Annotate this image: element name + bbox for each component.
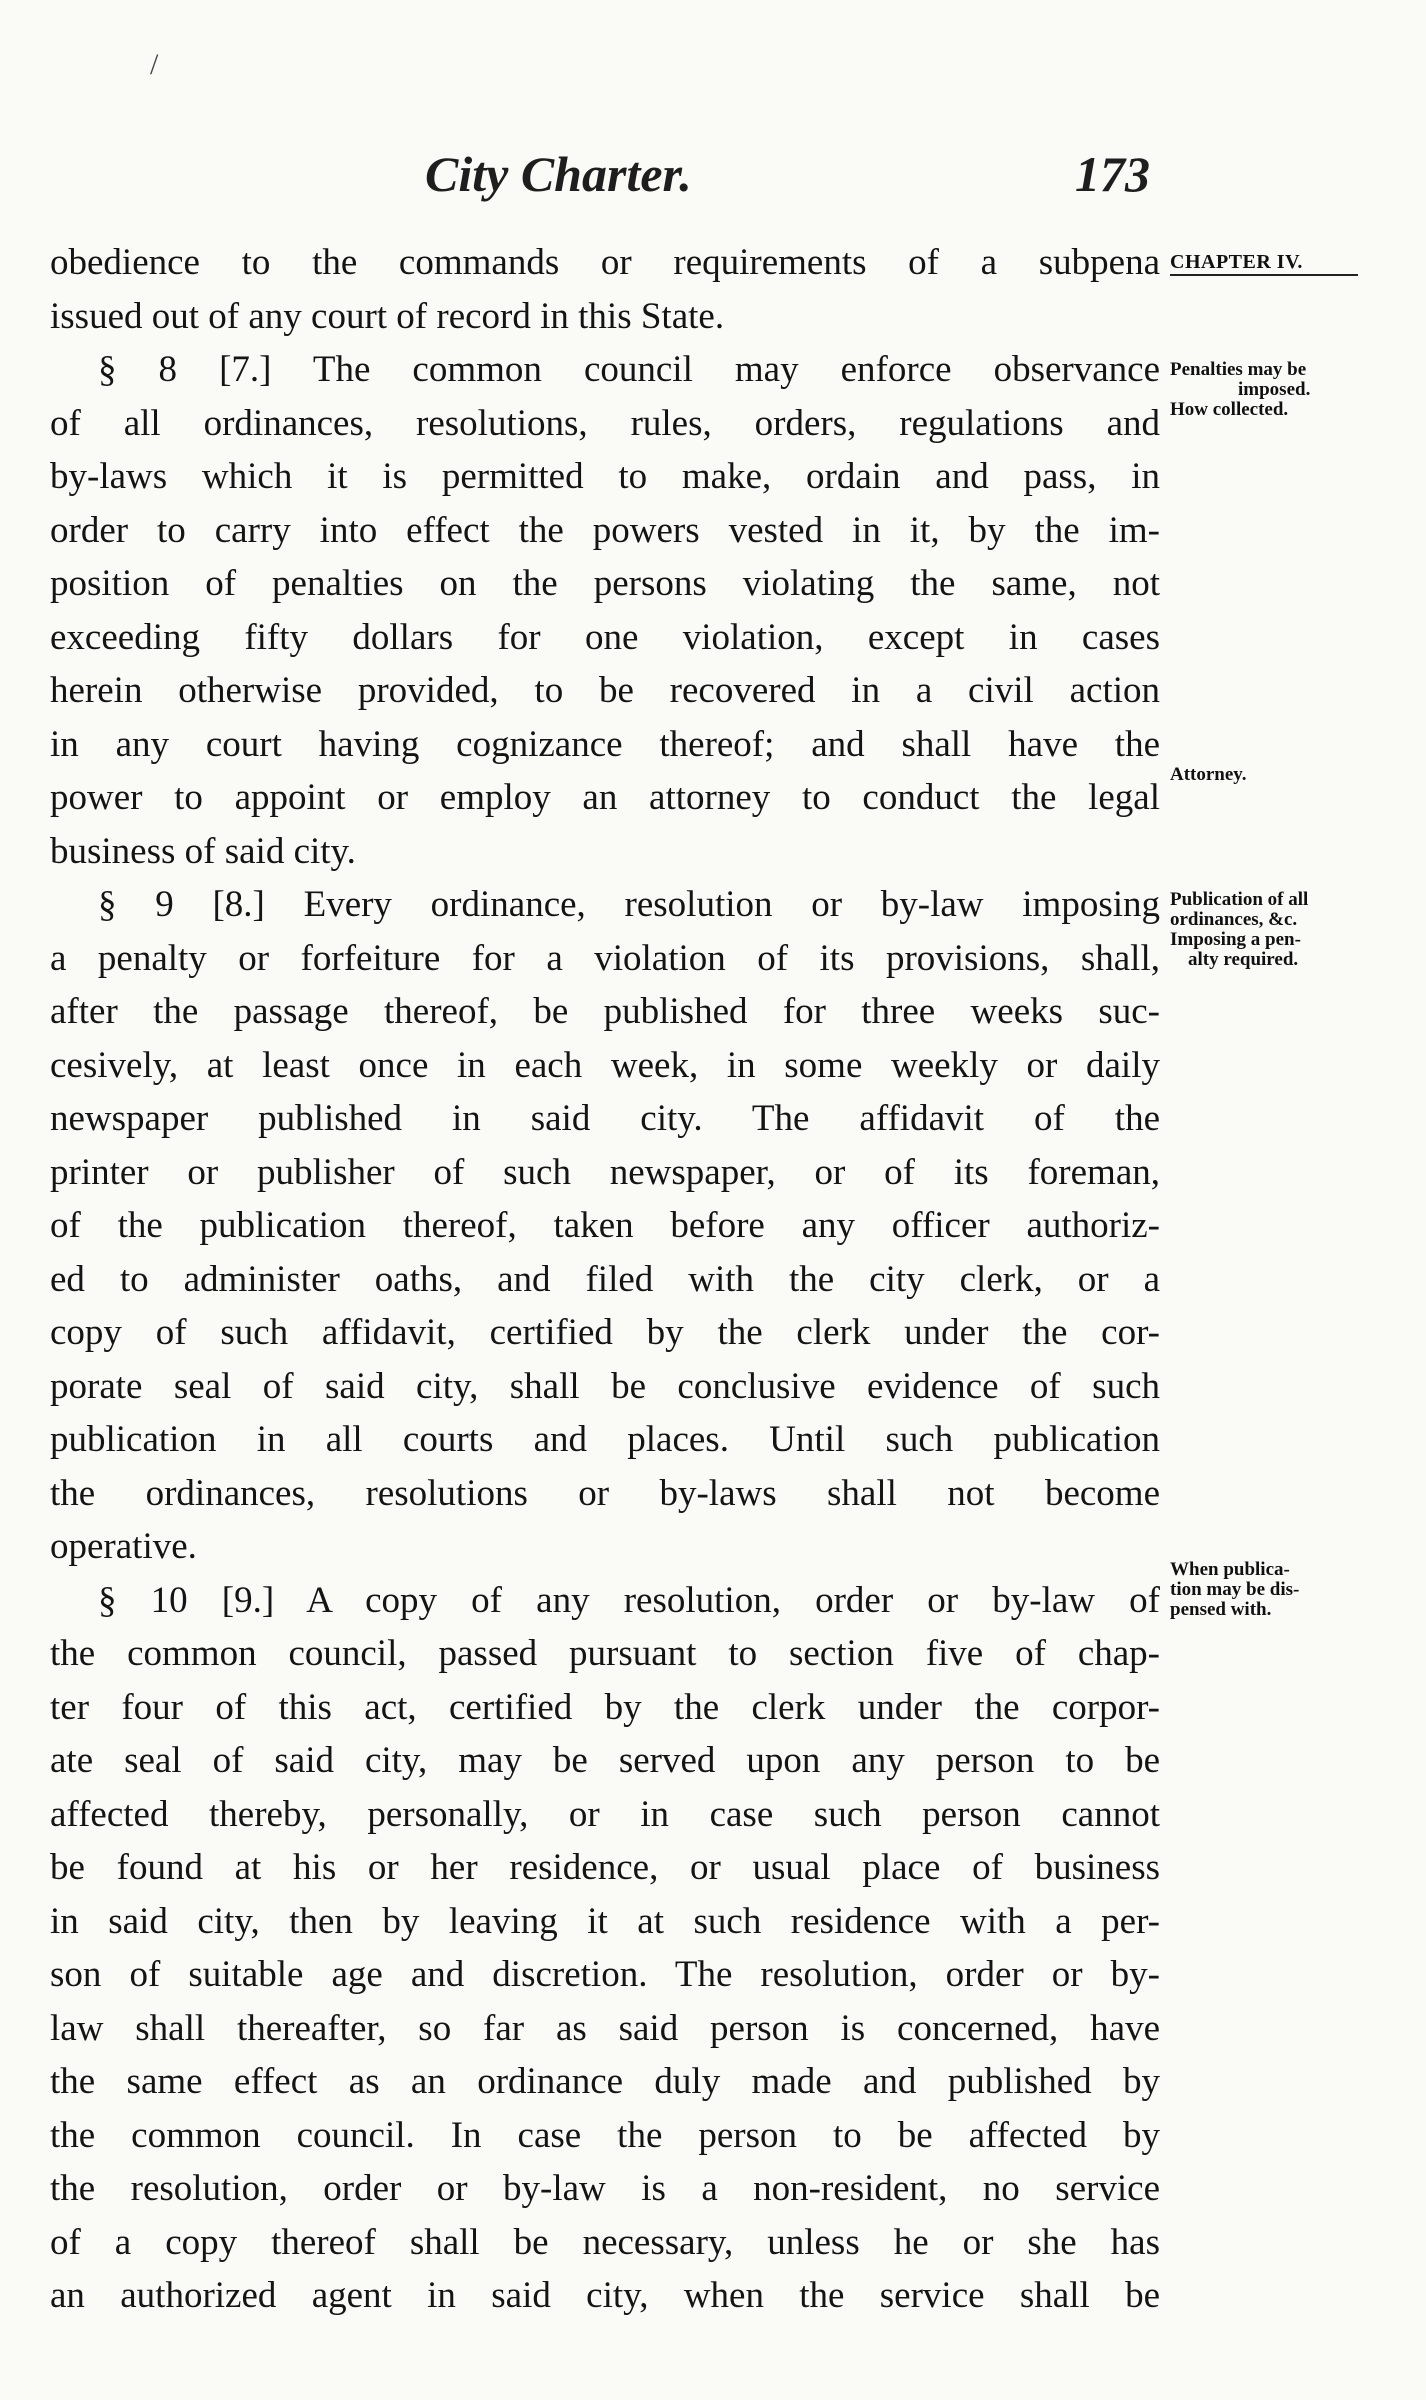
text-line: law shall thereafter, so far as said person is concerned, have [50, 2007, 1160, 2049]
body-text [50, 236, 1160, 2323]
text-line: publication in all courts and places. Until such publication [50, 1419, 1160, 1460]
page-number: 173 [1075, 146, 1150, 202]
text-line: position of penalties on the persons violating the same, not [50, 563, 1160, 604]
text-line: in any court having cognizance thereof; and shall have the [50, 723, 1160, 765]
text-line: of all ordinances, resolutions, rules, orders, regulations and [50, 402, 1160, 444]
section-10-start: § 10 [9.] A copy of any resolution, order or by-law of [98, 1579, 1160, 1621]
text-line: the common council, passed pursuant to section five of chap- [50, 1633, 1160, 1674]
text-line: business of said city. [50, 830, 356, 872]
attorney-sidenote: Attorney. [1170, 764, 1247, 785]
sidenote-line: Publication of all [1170, 889, 1309, 910]
when-sidenote [1170, 1560, 1375, 1620]
sidenote-line: pensed with. [1170, 1599, 1272, 1620]
sidenote-line: Penalties may be [1170, 359, 1307, 380]
text-line: order to carry into effect the powers vested in it, by the im- [50, 509, 1160, 551]
text-line: ate seal of said city, may be served upon any person to be [50, 1740, 1160, 1781]
sidenote-line: Imposing a pen- [1170, 929, 1301, 950]
sidenote-line: When publica- [1170, 1559, 1290, 1580]
page-header [0, 145, 1426, 225]
text-line: in said city, then by leaving it at such residence with a per- [50, 1900, 1160, 1942]
running-title: City Charter. [425, 146, 692, 202]
text-line: the ordinances, resolutions or by-laws shall not become [50, 1472, 1160, 1514]
text-line: affected thereby, personally, or in case such person cannot [50, 1793, 1160, 1835]
sidenote-line: imposed. [1238, 379, 1311, 400]
text-line: issued out of any court of record in this State. [50, 295, 725, 337]
sidenote-line: tion may be dis- [1170, 1579, 1300, 1600]
text-line: the common council. In case the person to be affected by [50, 2114, 1160, 2156]
sidenote-line: alty required. [1188, 949, 1299, 970]
text-line: copy of such affidavit, certified by the clerk under the cor- [50, 1312, 1160, 1353]
text-line: ed to administer oaths, and filed with the city clerk, or a [50, 1258, 1160, 1300]
sidenote-line: How collected. [1170, 399, 1289, 420]
text-line: power to appoint or employ an attorney to conduct the legal [50, 777, 1160, 818]
text-line: of a copy thereof shall be necessary, unless he or she has [50, 2221, 1160, 2263]
section-8-start: § 8 [7.] The common council may enforce observance [98, 349, 1160, 390]
chapter-sidenote: CHAPTER IV. [1170, 252, 1358, 276]
text-line: of the publication thereof, taken before any officer authoriz- [50, 1205, 1160, 1246]
text-line: obedience to the commands or requirements of a subpena [50, 242, 1160, 283]
text-line: the same effect as an ordinance duly made and published by [50, 2061, 1160, 2102]
text-line: printer or publisher of such newspaper, or of its foreman, [50, 1151, 1160, 1193]
text-line: be found at his or her residence, or usual place of business [50, 1847, 1160, 1888]
text-line: cesively, at least once in each week, in some weekly or daily [50, 1044, 1160, 1086]
text-line: ter four of this act, certified by the clerk under the corpor- [50, 1686, 1160, 1728]
text-line: a penalty or forfeiture for a violation of its provisions, shall, [50, 937, 1160, 979]
penalties-sidenote [1170, 360, 1375, 420]
text-line: herein otherwise provided, to be recovered in a civil action [50, 670, 1160, 711]
margin-mark: / [150, 48, 159, 81]
text-line: son of suitable age and discretion. The resolution, order or by- [50, 1954, 1160, 1995]
sidenote-line: ordinances, &c. [1170, 909, 1298, 930]
text-line: exceeding fifty dollars for one violation, except in cases [50, 616, 1160, 658]
text-line: an authorized agent in said city, when the service shall be [50, 2275, 1160, 2316]
publication-sidenote [1170, 890, 1375, 970]
section-9-start: § 9 [8.] Every ordinance, resolution or by-law imposing [98, 884, 1160, 925]
text-line: operative. [50, 1526, 197, 1567]
text-line: newspaper published in said city. The affidavit of the [50, 1098, 1160, 1139]
text-line: the resolution, order or by-law is a non-resident, no service [50, 2168, 1160, 2209]
text-line: by-laws which it is permitted to make, ordain and pass, in [50, 456, 1160, 497]
text-line: porate seal of said city, shall be conclusive evidence of such [50, 1365, 1160, 1407]
text-line: after the passage thereof, be published for three weeks suc- [50, 991, 1160, 1032]
